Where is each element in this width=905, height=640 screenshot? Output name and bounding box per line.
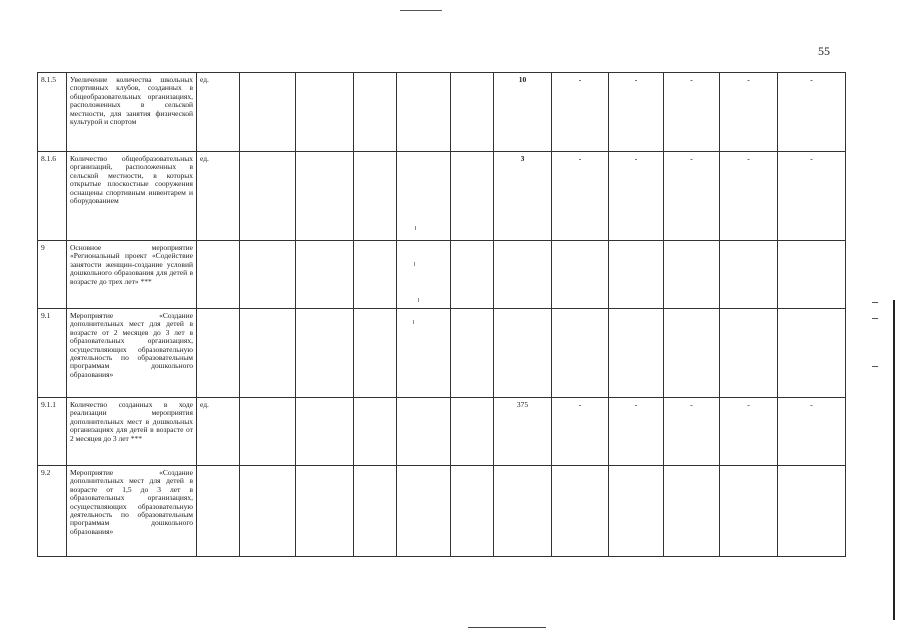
empty-cell <box>451 466 494 557</box>
empty-cell <box>240 466 296 557</box>
scan-artifact <box>415 226 416 230</box>
scan-artifact <box>872 302 878 303</box>
row-dash <box>664 241 720 309</box>
row-description: Увеличение количества школьных спортивных клубов, созданных в общеобразовательных организациях, расположенных в сельской местности, для занятия физической культурой и спортом <box>67 73 197 152</box>
empty-cell <box>240 309 296 398</box>
scan-artifact <box>872 366 878 367</box>
empty-cell <box>397 73 451 152</box>
table-row <box>38 73 846 152</box>
row-dash: - <box>664 152 720 241</box>
row-dash: - <box>720 73 778 152</box>
table-row <box>38 241 846 309</box>
table-row <box>38 466 846 557</box>
row-dash <box>778 309 846 398</box>
table-row <box>38 398 846 466</box>
empty-cell <box>354 398 397 466</box>
empty-cell <box>451 152 494 241</box>
row-dash <box>609 241 664 309</box>
row-description: Мероприятие «Создание дополнительных мест для детей в возрасте от 1,5 до 3 лет в образовательных организациях, осуществляющих образовательную деятельность по образовательным программам дошкольного образования» <box>67 466 197 557</box>
empty-cell <box>354 466 397 557</box>
row-dash: - <box>778 398 846 466</box>
empty-cell <box>296 466 354 557</box>
row-dash <box>552 466 609 557</box>
row-description: Мероприятие «Создание дополнительных мест для детей в возрасте от 2 месяцев до 3 лет в образовательных организациях, осуществляющих образовательную деятельность по образовательным программам дошкольного образования» <box>67 309 197 398</box>
row-dash <box>609 466 664 557</box>
row-number: 9.1 <box>38 309 67 398</box>
row-value: 375 <box>494 398 552 466</box>
row-value <box>494 466 552 557</box>
row-dash <box>552 309 609 398</box>
empty-cell <box>397 398 451 466</box>
empty-cell <box>397 309 451 398</box>
row-value: 3 <box>494 152 552 241</box>
empty-cell <box>296 309 354 398</box>
row-dash <box>720 466 778 557</box>
row-number: 9.1.1 <box>38 398 67 466</box>
row-dash: - <box>552 398 609 466</box>
row-unit <box>197 241 240 309</box>
row-dash: - <box>720 398 778 466</box>
row-value <box>494 309 552 398</box>
empty-cell <box>296 152 354 241</box>
row-description: Количество общеобразовательных организаций, расположенных в сельской местности, в которых открытые плоскостные сооружения оснащены спортивным инвентарем и оборудованием <box>67 152 197 241</box>
empty-cell <box>354 309 397 398</box>
row-unit <box>197 309 240 398</box>
row-value <box>494 241 552 309</box>
page-edge-shadow <box>893 300 895 620</box>
empty-cell <box>240 241 296 309</box>
row-unit: ед. <box>197 152 240 241</box>
empty-cell <box>397 152 451 241</box>
row-dash <box>664 309 720 398</box>
empty-cell <box>397 241 451 309</box>
row-dash: - <box>720 152 778 241</box>
row-dash <box>778 466 846 557</box>
row-dash <box>720 309 778 398</box>
row-dash: - <box>664 73 720 152</box>
row-number: 9.2 <box>38 466 67 557</box>
row-dash <box>552 241 609 309</box>
row-number: 8.1.6 <box>38 152 67 241</box>
empty-cell <box>451 398 494 466</box>
row-dash: - <box>609 152 664 241</box>
indicator-table <box>37 72 846 557</box>
row-description: Количество созданных в ходе реализации мероприятия дополнительных мест в дошкольных организациях для детей в возрасте от 2 месяцев до 3 лет *** <box>67 398 197 466</box>
row-dash <box>609 309 664 398</box>
row-number: 9 <box>38 241 67 309</box>
scan-artifact <box>413 320 414 324</box>
row-number: 8.1.5 <box>38 73 67 152</box>
row-dash: - <box>778 73 846 152</box>
scan-artifact <box>418 298 419 302</box>
row-dash: - <box>552 152 609 241</box>
row-dash: - <box>609 73 664 152</box>
table-row <box>38 309 846 398</box>
empty-cell <box>296 398 354 466</box>
empty-cell <box>296 73 354 152</box>
bottom-rule <box>468 627 546 628</box>
empty-cell <box>354 241 397 309</box>
empty-cell <box>296 241 354 309</box>
row-dash: - <box>664 398 720 466</box>
scan-artifact <box>414 262 415 266</box>
row-dash: - <box>778 152 846 241</box>
scan-artifact <box>872 318 878 319</box>
page-number: 55 <box>818 44 830 58</box>
empty-cell <box>240 398 296 466</box>
empty-cell <box>451 73 494 152</box>
empty-cell <box>451 309 494 398</box>
row-dash <box>720 241 778 309</box>
empty-cell <box>354 73 397 152</box>
empty-cell <box>354 152 397 241</box>
empty-cell <box>240 73 296 152</box>
table-row <box>38 152 846 241</box>
row-dash: - <box>552 73 609 152</box>
row-description: Основное мероприятие «Региональный проект «Содействие занятости женщин-создание условий дошкольного образования для детей в возрасте до трех лет» *** <box>67 241 197 309</box>
top-rule <box>400 10 442 11</box>
row-value: 10 <box>494 73 552 152</box>
row-dash <box>664 466 720 557</box>
empty-cell <box>397 466 451 557</box>
row-dash <box>778 241 846 309</box>
row-dash: - <box>609 398 664 466</box>
row-unit <box>197 466 240 557</box>
empty-cell <box>451 241 494 309</box>
row-unit: ед. <box>197 398 240 466</box>
empty-cell <box>240 152 296 241</box>
row-unit: ед. <box>197 73 240 152</box>
